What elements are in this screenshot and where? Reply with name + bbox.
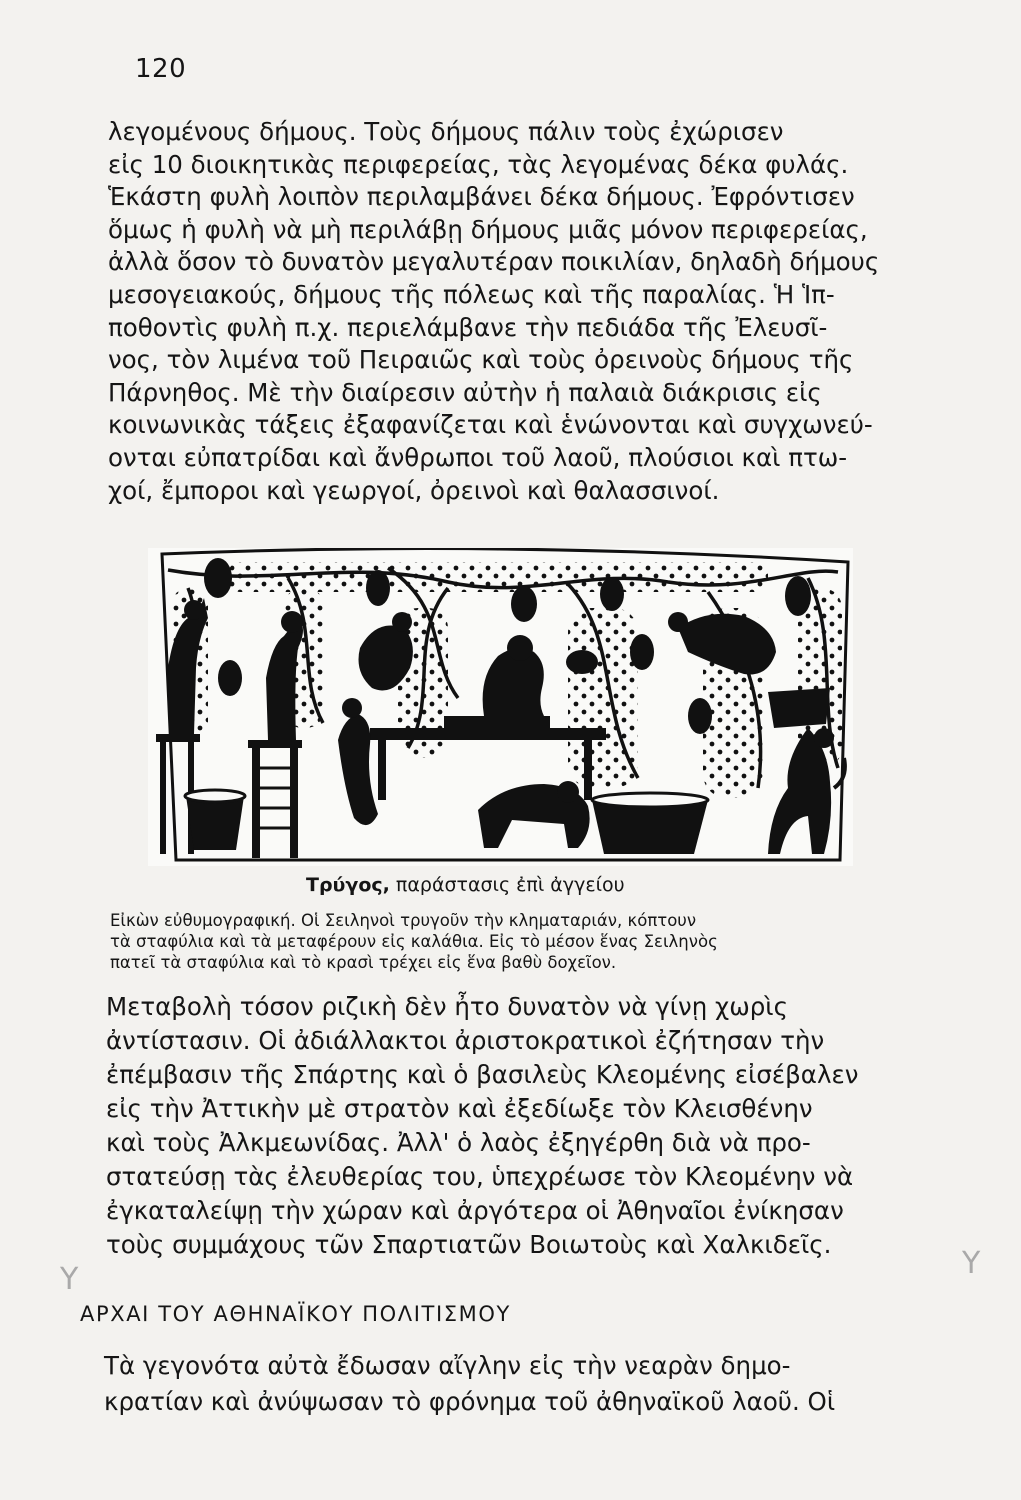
text-line: Τὰ γεγονότα αὐτὰ ἔδωσαν αἴγλην εἰς τὴν νεαρὰν δημο- xyxy=(104,1351,791,1380)
figure-title-bold: Τρύγος, xyxy=(306,874,390,896)
page-number: 120 xyxy=(135,54,187,84)
text-line: εἰς 10 διοικητικὰς περιφερείας, τὰς λεγομένας δέκα φυλάς. xyxy=(108,149,849,179)
vase-illustration xyxy=(148,548,853,866)
text-line: νος, τὸν λιμένα τοῦ Πειραιῶς καὶ τοὺς ὀρεινοὺς δήμους τῆς xyxy=(108,345,854,375)
margin-mark-right: Y xyxy=(962,1246,981,1281)
text-line: εἰς τὴν Ἀττικὴν μὲ στρατὸν καὶ ἐξεδίωξε τὸν Κλεισθένην xyxy=(106,1094,813,1123)
text-line: κρατίαν καὶ ἀνύψωσαν τὸ φρόνημα τοῦ ἀθηναϊκοῦ λαοῦ. Οἱ xyxy=(104,1387,836,1416)
text-line: λεγομένους δήμους. Τοὺς δήμους πάλιν τοὺς ἐχώρισεν xyxy=(108,117,784,146)
figure-title xyxy=(306,874,625,896)
text-line: ονται εὐπατρίδαι καὶ ἄνθρωποι τοῦ λαοῦ, πλούσιοι καὶ πτω- xyxy=(108,442,848,472)
caption-line: Εἰκὼν εὐθυμογραφική. Οἱ Σειληνοὶ τρυγοῦν τὴν κληματαριάν, κόπτουν xyxy=(110,911,697,930)
text-line: μεσογειακούς, δήμους τῆς πόλεως καὶ τῆς παραλίας. Ἡ Ἱπ- xyxy=(108,279,835,309)
paragraph-resistance xyxy=(106,990,958,1262)
text-line: ὅμως ἡ φυλὴ νὰ μὴ περιλάβῃ δήμους μιᾶς μόνον περιφερείας, xyxy=(108,214,868,244)
paragraph-reforms xyxy=(108,116,958,507)
text-line: κοινωνικὰς τάξεις ἐξαφανίζεται καὶ ἑνώνονται καὶ συγχωνεύ- xyxy=(108,410,873,440)
figure-caption xyxy=(110,910,955,973)
caption-line: πατεῖ τὰ σταφύλια καὶ τὸ κρασὶ τρέχει εἰς ἕνα βαθὺ δοχεῖον. xyxy=(110,953,617,972)
text-line: ποθοντὶς φυλὴ π.χ. περιελάμβανε τὴν πεδιάδα τῆς Ἐλευσῖ- xyxy=(108,312,828,342)
text-line: Μεταβολὴ τόσον ριζικὴ δὲν ἦτο δυνατὸν νὰ γίνῃ χωρὶς xyxy=(106,992,788,1021)
text-line: χοί, ἔμποροι καὶ γεωργοί, ὀρεινοὶ καὶ θαλασσινοί. xyxy=(108,475,720,505)
text-line: ἐγκαταλείψῃ τὴν χώραν καὶ ἀργότερα οἱ Ἀθηναῖοι ἐνίκησαν xyxy=(106,1196,844,1225)
text-line: στατεύσῃ τὰς ἐλευθερίας του, ὑπεχρέωσε τὸν Κλεομένην νὰ xyxy=(106,1162,854,1191)
vase-illustration-drawing xyxy=(148,548,853,866)
text-line: ἀντίστασιν. Οἱ ἀδιάλλακτοι ἀριστοκρατικοὶ ἐζήτησαν τὴν xyxy=(106,1026,825,1055)
text-line: ἐπέμβασιν τῆς Σπάρτης καὶ ὁ βασιλεὺς Κλεομένης εἰσέβαλεν xyxy=(106,1060,859,1089)
text-line: τοὺς συμμάχους τῶν Σπαρτιατῶν Βοιωτοὺς καὶ Χαλκιδεῖς. xyxy=(106,1230,832,1259)
text-line: Πάρνηθος. Μὲ τὴν διαίρεσιν αὐτὴν ἡ παλαιὰ διάκρισις εἰς xyxy=(108,377,822,407)
paragraph-achievements xyxy=(104,1348,956,1420)
text-line: Ἑκάστη φυλὴ λοιπὸν περιλαμβάνει δέκα δήμους. Ἐφρόντισεν xyxy=(108,182,855,212)
figure-title-rest: παράστασις ἐπὶ ἀγγείου xyxy=(389,874,625,896)
text-line: καὶ τοὺς Ἀλκμεωνίδας. Ἀλλ' ὁ λαὸς ἐξηγέρθη διὰ νὰ προ- xyxy=(106,1128,811,1157)
margin-mark-left: Y xyxy=(60,1262,79,1297)
text-line: ἀλλὰ ὅσον τὸ δυνατὸν μεγαλυτέραν ποικιλίαν, δηλαδὴ δήμους xyxy=(108,247,880,277)
section-heading: ΑΡΧΑΙ ΤΟΥ ΑΘΗΝΑΪΚΟΥ ΠΟΛΙΤΙΣΜΟΥ xyxy=(80,1302,511,1326)
caption-line: τὰ σταφύλια καὶ τὰ μεταφέρουν εἰς καλάθια. Εἰς τὸ μέσον ἕνας Σειληνὸς xyxy=(110,932,718,951)
